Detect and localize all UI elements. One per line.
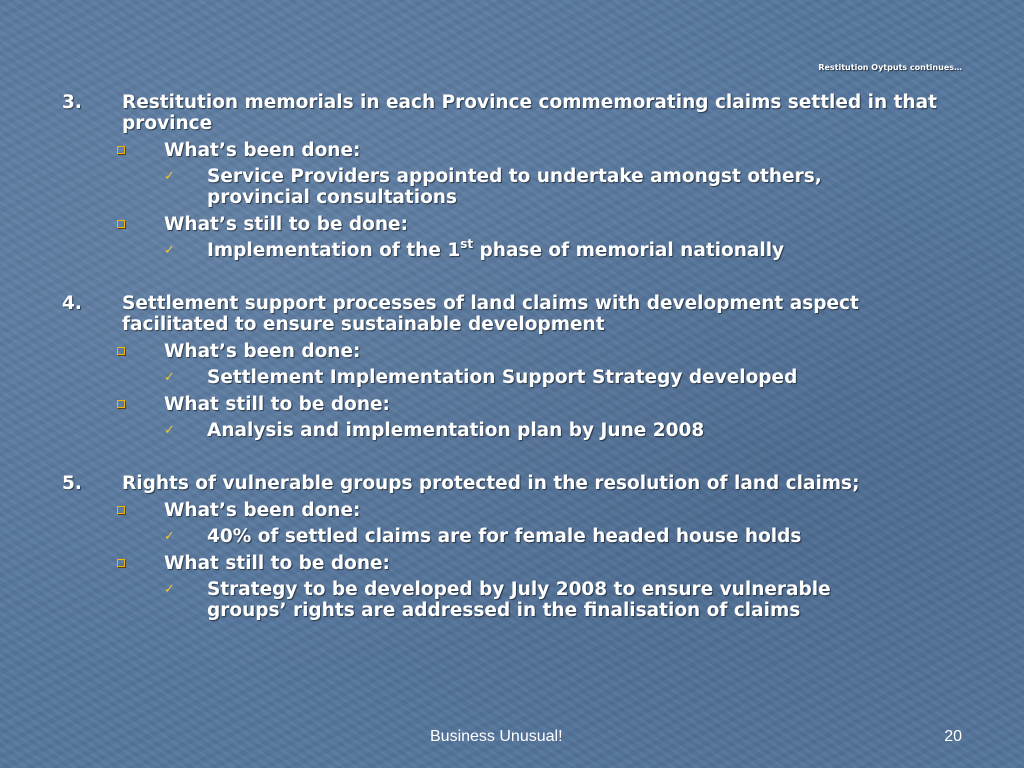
todo-row — [0, 214, 1024, 235]
list-item-5 — [0, 473, 1024, 621]
checkmark-icon: ✓ — [164, 423, 175, 438]
footer-text: Business Unusual! — [430, 728, 563, 745]
todo-detail-post: phase of memorial nationally — [473, 240, 785, 261]
checkmark-icon: ✓ — [164, 169, 175, 184]
ordinal-suffix: st — [460, 236, 474, 251]
checkmark-icon: ✓ — [164, 243, 175, 258]
list-item-3 — [0, 92, 1024, 261]
item-number: 4. — [62, 293, 82, 314]
done-label: What’s been done: — [164, 500, 361, 521]
todo-detail-row — [0, 579, 897, 621]
done-label: What’s been done: — [164, 140, 361, 161]
checkmark-icon: ✓ — [164, 529, 175, 544]
todo-label: What still to be done: — [164, 394, 390, 415]
todo-detail-row — [0, 236, 897, 261]
done-detail-row — [0, 526, 897, 547]
checkmark-icon: ✓ — [164, 582, 175, 597]
done-row — [0, 500, 1024, 521]
done-detail: 40% of settled claims are for female headed house holds — [207, 526, 802, 547]
todo-row — [0, 394, 1024, 415]
done-detail-row — [0, 367, 897, 388]
item-text: Settlement support processes of land claims with development aspect facilitated to ensure sustainable development — [122, 293, 859, 335]
square-bullet-icon — [117, 559, 125, 567]
square-bullet-icon — [117, 146, 125, 154]
item-number: 3. — [62, 92, 82, 113]
main-point — [0, 473, 962, 494]
done-label: What’s been done: — [164, 341, 361, 362]
todo-row — [0, 553, 1024, 574]
square-bullet-icon — [117, 347, 125, 355]
todo-label: What still to be done: — [164, 553, 390, 574]
slide-subtitle: Restitution Oytputs continues… — [818, 63, 962, 72]
todo-detail: Strategy to be developed by July 2008 to ensure vulnerable groups’ rights are addressed in the finalisation of claims — [207, 579, 831, 621]
todo-detail: Analysis and implementation plan by June 2008 — [207, 420, 705, 441]
page-number: 20 — [944, 728, 962, 745]
done-row — [0, 341, 1024, 362]
done-detail: Service Providers appointed to undertake amongst others, provincial consultations — [207, 166, 822, 208]
todo-detail — [207, 236, 785, 261]
item-text: Restitution memorials in each Province commemorating claims settled in that province — [122, 92, 937, 134]
done-detail-row — [0, 166, 897, 208]
list-item-4 — [0, 293, 1024, 441]
item-text: Rights of vulnerable groups protected in the resolution of land claims; — [122, 473, 860, 494]
done-detail: Settlement Implementation Support Strategy developed — [207, 367, 798, 388]
main-point — [0, 293, 962, 335]
main-point — [0, 92, 962, 134]
checkmark-icon: ✓ — [164, 370, 175, 385]
item-number: 5. — [62, 473, 82, 494]
slide-content — [0, 92, 1024, 653]
todo-label: What’s still to be done: — [164, 214, 408, 235]
square-bullet-icon — [117, 220, 125, 228]
done-row — [0, 140, 1024, 161]
todo-detail-pre: Implementation of the 1 — [207, 240, 461, 261]
square-bullet-icon — [117, 506, 125, 514]
square-bullet-icon — [117, 400, 125, 408]
todo-detail-row — [0, 420, 897, 441]
